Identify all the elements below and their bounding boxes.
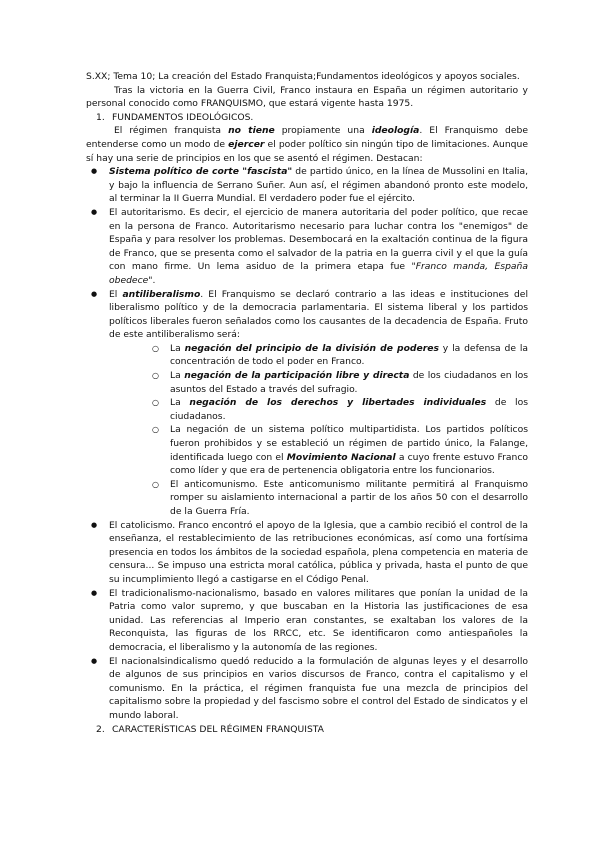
list-item: [86, 519, 528, 587]
section-1-title: FUNDAMENTOS IDEOLÓGICOS.: [112, 111, 254, 123]
list-item: [86, 288, 528, 519]
sublist-item: [109, 369, 528, 396]
section-2-title: CARACTERÍSTICAS DEL RÉGIMEN FRANQUISTA: [112, 723, 324, 735]
text-run: de los ciudadanos.: [170, 397, 528, 422]
section-2-number: 2.: [96, 723, 105, 735]
text-run: El autoritarismo. Es decir, el ejercicio de manera autoritaria del poder político, que recae en la persona de Franco. Autoritarismo necesario para luchar contra los "enemigos" de España y para resolver los problemas. Desembocará en la exaltación continua de la figura de Franco, que se presenta como el salvador de la patria en la guerra civil y el que la guía con mano firme. Un lema asiduo de la primera etapa fue: [109, 206, 528, 273]
list-item: [86, 655, 528, 723]
emphasis-run: negación de la participación libre y directa: [184, 370, 410, 382]
emphasis-run: ideología: [371, 125, 420, 137]
antiliberalism-sublist: [109, 342, 528, 519]
intro-paragraph: Tras la victoria en la Guerra Civil, Franco instaura en España un régimen autoritario y personal conocido como FRANQUISMO, que estará vigente hasta 1975.: [86, 84, 528, 110]
section-2-heading: [96, 723, 528, 737]
emphasis-run: negación de los derechos y libertades individuales: [189, 397, 487, 409]
text-run: . El Franquismo debe entenderse como un modo de: [86, 125, 528, 150]
text-run: El: [109, 288, 123, 300]
text-run: de los ciudadanos en los asuntos del Estado a través del sufragio.: [170, 370, 529, 395]
text-run: .: [152, 274, 156, 286]
emphasis-run: no tiene: [228, 125, 275, 137]
text-run: y la defensa de la concentración de todo el poder en Franco.: [170, 342, 529, 368]
text-run: el poder político sin ningún tipo de limitaciones. Aunque sí hay una serie de principios en los que se asentó el régimen. Destacan:: [86, 138, 528, 164]
section-1-heading: [96, 111, 528, 125]
text-run: La: [170, 397, 190, 409]
principles-list: [86, 165, 528, 722]
text-run: El nacionalsindicalismo quedó reducido a la formulación de algunas leyes y el desarrollo de algunos de sus principios en varios discursos de Franco, contra el capitalismo y el comunismo. En la práctica, el régimen franquista fue una mezcla de principios del capitalismo sobre la propiedad y del fascismo sobre el control del Estado de sindicatos y el mundo laboral.: [109, 655, 528, 721]
text-run: La negación de un sistema político multipartidista. Los partidos políticos fueron prohibidos y se estableció un régimen de partido único, la Falange, identificada luego con el: [170, 424, 528, 463]
emphasis-run: negación del principio de la división de poderes: [184, 342, 439, 354]
emphasis-run: Sistema político de corte "fascista": [109, 166, 293, 178]
emphasis-run: Movimiento Nacional: [286, 451, 396, 463]
text-run: El anticomunismo. Este anticomunismo militante permitirá al Franquismo romper su aislamiento internacional a partir de los años 50 con el desarrollo de la Guerra Fría.: [170, 478, 528, 517]
sublist-item: [109, 478, 528, 519]
text-run: La: [170, 370, 185, 382]
emphasis-run: antiliberalismo: [122, 288, 201, 300]
sublist-item: [109, 423, 528, 477]
text-run: El catolicismo. Franco encontró el apoyo de la Iglesia, que a cambio recibió el control de la enseñanza, el restablecimiento de las retribuciones económicas, así como una fortísima presencia en todos los ámbitos de la sociedad española, plena competencia en materia de censura... Se impuso una estricta moral católica, pública y privada, hasta el punto de que su incumplimiento llegó a castigarse en el Código Penal.: [109, 519, 528, 585]
ideology-paragraph: [86, 124, 528, 165]
text-run: La: [170, 342, 185, 354]
section-1-number: 1.: [96, 111, 105, 123]
list-item: [86, 165, 528, 206]
text-run: El tradicionalismo-nacionalismo, basado en valores militares que ponían la unidad de la Patria como valor supremo, y que buscaban en la Historia las justificaciones de esa unidad. Las referencias al Imperio eran constantes, se exaltaban los valores de la Reconquista, las figuras de los RRCC, etc. Se identificaron como antiespañoles la democracia, el liberalismo y la autonomía de las regiones.: [109, 587, 528, 653]
text-run: El régimen franquista: [114, 125, 229, 137]
text-run: propiamente una: [274, 125, 372, 137]
title-line: S.XX; Tema 10; La creación del Estado Franquista;Fundamentos ideológicos y apoyos sociales.: [86, 71, 520, 82]
emphasis-run: ejercer: [228, 138, 265, 150]
sublist-item: [109, 342, 528, 369]
document-page: [86, 70, 528, 736]
text-run: . El Franquismo se declaró contrario a las ideas e instituciones del liberalismo político y de la democracia parlamentaria. El sistema liberal y los partidos políticos liberales fueron señalados como los causantes de la decadencia de España. Fruto de este antiliberalismo será:: [109, 288, 528, 341]
text-run: de partido único, en la línea de Mussolini en Italia, y bajo la influencia de Serrano Suñer. Aun así, el régimen abandonó pronto este modelo, al terminar la II Guerra Mundial. El verdadero poder fue el ejército.: [109, 166, 528, 205]
list-item: [86, 206, 528, 288]
quote-run: "Franco manda, España obedece": [109, 261, 529, 286]
sublist-item: [109, 396, 528, 423]
text-run: a cuyo frente estuvo Franco como líder y que era de pertenencia obligatoria entre los funcionarios.: [170, 451, 528, 477]
list-item: [86, 587, 528, 655]
